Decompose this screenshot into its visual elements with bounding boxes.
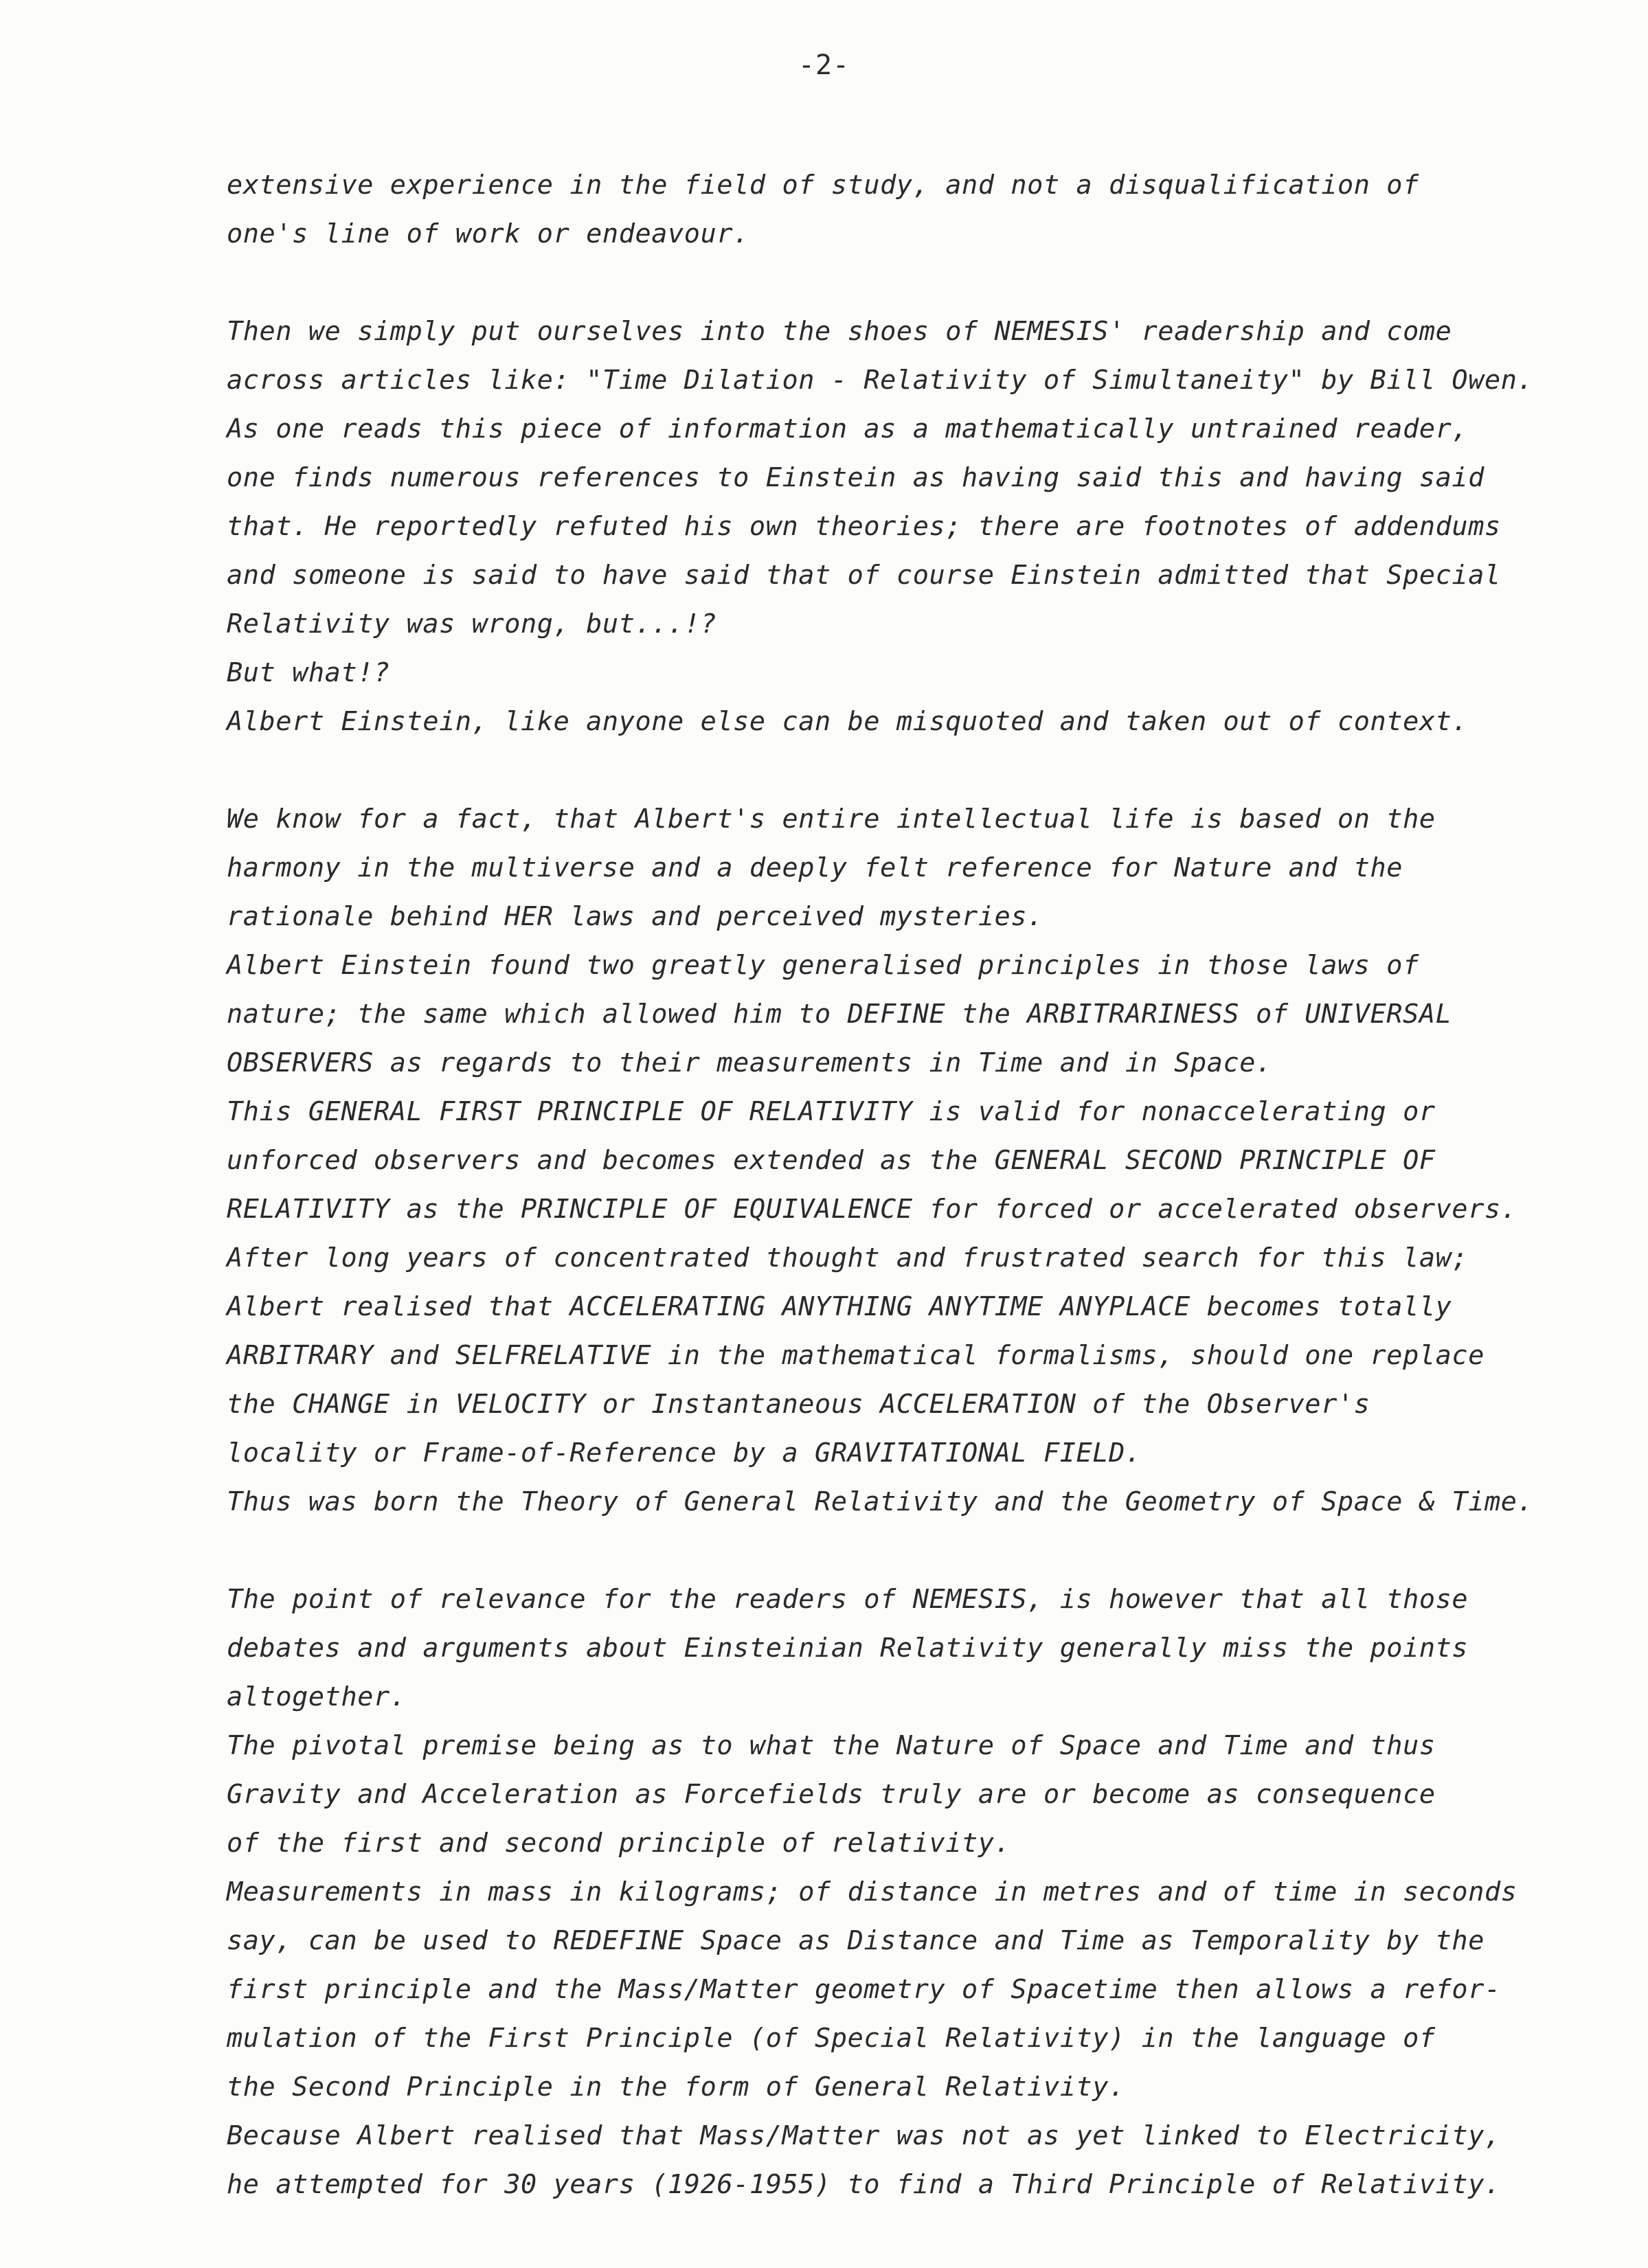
text-line: the Second Principle in the form of General Relativity. [227, 2072, 1125, 2102]
text-line: extensive experience in the field of study, and not a disqualification of [227, 170, 1419, 201]
text-line: Albert Einstein, like anyone else can be misquoted and taken out of context. [227, 706, 1469, 737]
paragraph-spacer [227, 1526, 1587, 1575]
text-line: and someone is said to have said that of course Einstein admitted that Special [227, 560, 1501, 591]
text-line: The pivotal premise being as to what the Nature of Space and Time and thus [227, 1730, 1436, 1761]
text-line: nature; the same which allowed him to DEFINE the ARBITRARINESS of UNIVERSAL [227, 999, 1452, 1030]
text-line: As one reads this piece of information as a mathematically untrained reader, [227, 413, 1469, 444]
text-line: Measurements in mass in kilograms; of distance in metres and of time in seconds [227, 1876, 1517, 1907]
text-line: But what!? [227, 657, 390, 688]
text-line: mulation of the First Principle (of Special Relativity) in the language of [227, 2023, 1436, 2054]
text-line: OBSERVERS as regards to their measurements in Time and in Space. [227, 1047, 1272, 1078]
text-line: that. He reportedly refuted his own theories; there are footnotes of addendums [227, 511, 1501, 542]
text-line: Relativity was wrong, but...!? [227, 609, 717, 639]
paragraph-spacer [227, 746, 1587, 795]
text-line: first principle and the Mass/Matter geometry of Spacetime then allows a refor- [227, 1974, 1501, 2005]
text-line: the CHANGE in VELOCITY or Instantaneous ACCELERATION of the Observer's [227, 1389, 1370, 1420]
text-line: The point of relevance for the readers of NEMESIS, is however that all those [227, 1584, 1469, 1615]
text-line: of the first and second principle of relativity. [227, 1828, 1011, 1859]
text-line: Because Albert realised that Mass/Matter was not as yet linked to Electricity, [227, 2120, 1501, 2151]
text-line: We know for a fact, that Albert's entire intellectual life is based on the [227, 804, 1436, 835]
text-line: harmony in the multiverse and a deeply felt reference for Nature and the [227, 852, 1403, 883]
text-line: say, can be used to REDEFINE Space as Distance and Time as Temporality by the [227, 1925, 1485, 1956]
text-line: unforced observers and becomes extended as the GENERAL SECOND PRINCIPLE OF [227, 1145, 1436, 1176]
text-line: This GENERAL FIRST PRINCIPLE OF RELATIVITY is valid for nonaccelerating or [227, 1096, 1436, 1127]
text-line: one finds numerous references to Einstein as having said this and having said [227, 462, 1485, 493]
document-body [227, 161, 1587, 2209]
page-number: -2- [798, 49, 850, 81]
text-line: Gravity and Acceleration as Forcefields truly are or become as consequence [227, 1779, 1436, 1810]
text-line: RELATIVITY as the PRINCIPLE OF EQUIVALENCE for forced or accelerated observers. [227, 1194, 1517, 1225]
text-line: Albert realised that ACCELERATING ANYTHING ANYTIME ANYPLACE becomes totally [227, 1291, 1452, 1322]
text-line: across articles like: "Time Dilation - Relativity of Simultaneity" by Bill Owen. [227, 365, 1534, 396]
paragraph [227, 795, 1587, 1526]
text-line: rationale behind HER laws and perceived mysteries. [227, 901, 1043, 932]
text-line: Albert Einstein found two greatly generalised principles in those laws of [227, 950, 1419, 981]
paragraph [227, 1575, 1587, 2209]
text-line: Thus was born the Theory of General Relativity and the Geometry of Space & Time. [227, 1486, 1534, 1517]
text-line: altogether. [227, 1681, 407, 1712]
text-line: he attempted for 30 years (1926-1955) to find a Third Principle of Relativity. [227, 2169, 1501, 2200]
text-line: Then we simply put ourselves into the shoes of NEMESIS' readership and come [227, 316, 1452, 347]
text-line: locality or Frame-of-Reference by a GRAVITATIONAL FIELD. [227, 1438, 1142, 1468]
text-line: After long years of concentrated thought and frustrated search for this law; [227, 1243, 1469, 1273]
paragraph [227, 307, 1587, 746]
text-line: one's line of work or endeavour. [227, 218, 749, 249]
paragraph [227, 161, 1587, 258]
text-line: debates and arguments about Einsteinian Relativity generally miss the points [227, 1633, 1469, 1664]
paragraph-spacer [227, 258, 1587, 307]
text-line: ARBITRARY and SELFRELATIVE in the mathematical formalisms, should one replace [227, 1340, 1485, 1371]
